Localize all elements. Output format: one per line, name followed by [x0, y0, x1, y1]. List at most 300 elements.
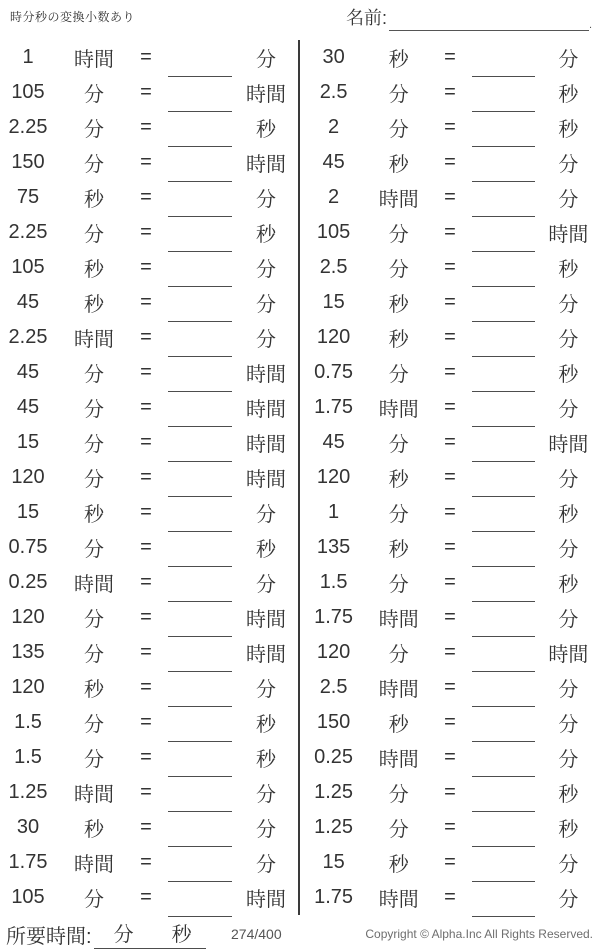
problem-value: 1.25 [8, 781, 48, 803]
elapsed-minutes-unit: 分 [113, 924, 134, 946]
problem-value: 150 [11, 151, 45, 173]
problems-column-left [0, 40, 298, 915]
problem-value: 2 [328, 116, 340, 138]
answer-blank[interactable] [168, 707, 232, 742]
problem-row [0, 740, 298, 775]
equals-sign: = [444, 816, 456, 838]
answer-blank[interactable] [472, 672, 535, 707]
problem-source-unit: 時間 [74, 329, 114, 351]
problem-source-unit: 分 [84, 119, 104, 141]
problem-target-unit: 秒 [558, 574, 579, 596]
problem-source-unit: 秒 [388, 294, 409, 316]
problem-row [0, 110, 298, 145]
problem-target-unit: 秒 [558, 504, 579, 526]
equals-sign: = [444, 641, 456, 663]
problem-target-unit: 分 [256, 854, 276, 876]
answer-blank[interactable] [168, 217, 232, 252]
answer-blank[interactable] [168, 427, 232, 462]
problem-row [0, 880, 298, 915]
problem-target-unit: 秒 [558, 784, 579, 806]
answer-blank[interactable] [472, 427, 535, 462]
answer-blank[interactable] [472, 812, 535, 847]
problem-target-unit: 時間 [246, 399, 286, 421]
answer-blank[interactable] [168, 147, 232, 182]
problem-source-unit: 分 [84, 154, 104, 176]
problem-value: 105 [11, 886, 45, 908]
problem-row [306, 775, 598, 810]
equals-sign: = [140, 606, 152, 628]
equals-sign: = [140, 396, 152, 418]
problem-source-unit: 分 [84, 399, 104, 421]
problem-target-unit: 秒 [558, 259, 579, 281]
equals-sign: = [140, 291, 152, 313]
problem-row [0, 250, 298, 285]
problem-target-unit: 分 [558, 749, 579, 771]
problem-target-unit: 分 [256, 819, 276, 841]
problem-row [306, 635, 598, 670]
problem-row [0, 285, 298, 320]
equals-sign: = [140, 221, 152, 243]
problem-source-unit: 分 [388, 364, 409, 386]
page-title: 時分秒の変換小数あり [10, 10, 136, 24]
problem-value: 15 [322, 291, 345, 313]
problem-value: 2.5 [319, 256, 348, 278]
answer-blank[interactable] [168, 742, 232, 777]
answer-blank[interactable] [472, 847, 535, 882]
problem-value: 1.75 [314, 886, 354, 908]
progress-counter: 274/400 [231, 926, 282, 942]
problem-row [0, 810, 298, 845]
problem-target-unit: 秒 [256, 714, 276, 736]
problem-target-unit: 分 [256, 49, 276, 71]
answer-blank[interactable] [472, 182, 535, 217]
answer-blank[interactable] [168, 847, 232, 882]
answer-blank[interactable] [472, 742, 535, 777]
equals-sign: = [140, 536, 152, 558]
problem-source-unit: 分 [388, 574, 409, 596]
equals-sign: = [140, 676, 152, 698]
problem-source-unit: 分 [388, 644, 409, 666]
answer-blank[interactable] [472, 882, 535, 917]
equals-sign: = [444, 606, 456, 628]
problem-source-unit: 秒 [388, 854, 409, 876]
problem-row [0, 565, 298, 600]
elapsed-time-blanks[interactable] [94, 918, 206, 949]
problem-source-unit: 秒 [388, 539, 409, 561]
answer-blank[interactable] [168, 882, 232, 917]
answer-blank[interactable] [472, 532, 535, 567]
problem-source-unit: 分 [388, 224, 409, 246]
equals-sign: = [140, 466, 152, 488]
equals-sign: = [140, 151, 152, 173]
equals-sign: = [444, 81, 456, 103]
equals-sign: = [140, 431, 152, 453]
equals-sign: = [444, 256, 456, 278]
problem-value: 45 [16, 396, 40, 418]
problem-value: 75 [16, 186, 40, 208]
problem-value: 1.5 [14, 711, 42, 733]
problem-source-unit: 分 [388, 504, 409, 526]
problem-source-unit: 秒 [84, 679, 104, 701]
answer-blank[interactable] [472, 777, 535, 812]
problem-target-unit: 分 [558, 609, 579, 631]
equals-sign: = [444, 711, 456, 733]
name-input-line[interactable] [389, 9, 589, 31]
problem-value: 2.25 [8, 116, 48, 138]
equals-sign: = [444, 326, 456, 348]
answer-blank[interactable] [472, 637, 535, 672]
problem-value: 0.25 [8, 571, 48, 593]
problem-value: 1.75 [8, 851, 48, 873]
problem-target-unit: 秒 [558, 819, 579, 841]
problem-target-unit: 時間 [246, 469, 286, 491]
equals-sign: = [444, 886, 456, 908]
answer-blank[interactable] [168, 602, 232, 637]
problem-target-unit: 分 [558, 399, 579, 421]
problem-row [0, 530, 298, 565]
problem-source-unit: 時間 [378, 399, 419, 421]
problem-value: 150 [316, 711, 351, 733]
problem-source-unit: 秒 [388, 329, 409, 351]
problem-target-unit: 秒 [256, 224, 276, 246]
problem-row [0, 75, 298, 110]
equals-sign: = [444, 221, 456, 243]
answer-blank[interactable] [472, 707, 535, 742]
problem-row [306, 530, 598, 565]
equals-sign: = [140, 851, 152, 873]
problem-value: 15 [322, 851, 345, 873]
answer-blank[interactable] [168, 812, 232, 847]
problem-value: 120 [316, 641, 351, 663]
answer-blank[interactable] [168, 497, 232, 532]
answer-blank[interactable] [472, 462, 535, 497]
problem-source-unit: 秒 [84, 189, 104, 211]
problem-value: 135 [316, 536, 351, 558]
answer-blank[interactable] [472, 77, 535, 112]
equals-sign: = [444, 676, 456, 698]
problem-target-unit: 分 [558, 154, 579, 176]
problem-row [306, 600, 598, 635]
problem-value: 120 [316, 466, 351, 488]
problem-value: 105 [11, 256, 45, 278]
problem-target-unit: 分 [256, 784, 276, 806]
problems-column-right [300, 40, 598, 915]
copyright-notice: Copyright © Alpha.Inc All Rights Reserved. [365, 927, 593, 941]
problem-source-unit: 分 [84, 539, 104, 561]
problem-row [0, 40, 298, 75]
problem-row [306, 425, 598, 460]
problem-row [306, 460, 598, 495]
problem-row [306, 705, 598, 740]
problem-row [0, 705, 298, 740]
problem-source-unit: 分 [84, 84, 104, 106]
name-label: 名前: [346, 8, 388, 28]
equals-sign: = [140, 781, 152, 803]
answer-blank[interactable] [472, 497, 535, 532]
problem-target-unit: 秒 [256, 119, 276, 141]
equals-sign: = [140, 46, 152, 68]
answer-blank[interactable] [472, 252, 535, 287]
problem-row [0, 390, 298, 425]
problem-target-unit: 分 [558, 469, 579, 491]
problem-source-unit: 時間 [378, 189, 419, 211]
problem-row [306, 145, 598, 180]
problem-target-unit: 秒 [256, 539, 276, 561]
problem-row [306, 565, 598, 600]
problem-source-unit: 秒 [388, 469, 409, 491]
problem-value: 2.5 [319, 81, 348, 103]
answer-blank[interactable] [472, 147, 535, 182]
equals-sign: = [444, 431, 456, 453]
problem-source-unit: 分 [84, 609, 104, 631]
answer-blank[interactable] [168, 112, 232, 147]
problem-row [0, 775, 298, 810]
problem-target-unit: 分 [558, 854, 579, 876]
problem-source-unit: 分 [84, 434, 104, 456]
equals-sign: = [444, 501, 456, 523]
problem-source-unit: 秒 [388, 49, 409, 71]
answer-blank[interactable] [168, 357, 232, 392]
answer-blank[interactable] [472, 217, 535, 252]
problem-row [306, 215, 598, 250]
problem-source-unit: 分 [388, 819, 409, 841]
equals-sign: = [444, 781, 456, 803]
problem-row [0, 425, 298, 460]
problem-value: 1.75 [314, 396, 354, 418]
equals-sign: = [140, 501, 152, 523]
problem-target-unit: 秒 [558, 119, 579, 141]
elapsed-seconds-unit: 秒 [171, 924, 192, 946]
problem-value: 1 [22, 46, 34, 68]
problem-row [306, 880, 598, 915]
equals-sign: = [444, 186, 456, 208]
problem-target-unit: 秒 [558, 364, 579, 386]
problem-target-unit: 分 [558, 329, 579, 351]
problem-source-unit: 秒 [84, 294, 104, 316]
answer-blank[interactable] [472, 392, 535, 427]
problem-value: 15 [16, 501, 40, 523]
problem-value: 45 [16, 361, 40, 383]
problem-source-unit: 分 [388, 784, 409, 806]
equals-sign: = [444, 396, 456, 418]
problem-source-unit: 時間 [74, 49, 114, 71]
problem-row [0, 600, 298, 635]
problem-source-unit: 分 [388, 119, 409, 141]
problem-target-unit: 分 [558, 189, 579, 211]
equals-sign: = [444, 536, 456, 558]
problem-value: 105 [11, 81, 45, 103]
problem-value: 1.5 [319, 571, 348, 593]
answer-blank[interactable] [472, 357, 535, 392]
problem-source-unit: 分 [388, 259, 409, 281]
problem-target-unit: 時間 [548, 434, 589, 456]
problem-row [306, 845, 598, 880]
problem-row [0, 495, 298, 530]
problem-row [306, 390, 598, 425]
equals-sign: = [444, 851, 456, 873]
problem-row [0, 460, 298, 495]
answer-blank[interactable] [472, 567, 535, 602]
answer-blank[interactable] [472, 322, 535, 357]
equals-sign: = [444, 746, 456, 768]
problem-target-unit: 分 [256, 504, 276, 526]
problem-source-unit: 分 [84, 469, 104, 491]
problem-row [306, 355, 598, 390]
name-field [346, 4, 592, 31]
problem-row [0, 145, 298, 180]
problem-row [306, 740, 598, 775]
problem-row [306, 670, 598, 705]
problem-target-unit: 分 [256, 259, 276, 281]
problem-target-unit: 時間 [246, 154, 286, 176]
answer-blank[interactable] [168, 637, 232, 672]
answer-blank[interactable] [168, 462, 232, 497]
problem-source-unit: 秒 [84, 504, 104, 526]
answer-blank[interactable] [472, 112, 535, 147]
problem-value: 2.25 [8, 221, 48, 243]
problem-value: 45 [16, 291, 40, 313]
equals-sign: = [444, 361, 456, 383]
answer-blank[interactable] [472, 287, 535, 322]
equals-sign: = [140, 816, 152, 838]
equals-sign: = [444, 291, 456, 313]
problem-source-unit: 分 [84, 889, 104, 911]
problem-target-unit: 時間 [246, 609, 286, 631]
problem-target-unit: 時間 [246, 434, 286, 456]
problem-row [306, 110, 598, 145]
problem-value: 0.75 [8, 536, 48, 558]
problem-value: 1 [328, 501, 340, 523]
problem-row [306, 75, 598, 110]
answer-blank[interactable] [168, 777, 232, 812]
problem-row [306, 495, 598, 530]
elapsed-time-label: 所要時間: [6, 926, 92, 948]
problem-row [306, 320, 598, 355]
problem-source-unit: 時間 [378, 749, 419, 771]
problem-value: 30 [16, 816, 40, 838]
equals-sign: = [444, 571, 456, 593]
equals-sign: = [140, 641, 152, 663]
problem-target-unit: 分 [256, 329, 276, 351]
equals-sign: = [140, 361, 152, 383]
problem-row [0, 635, 298, 670]
equals-sign: = [444, 116, 456, 138]
problem-row [306, 180, 598, 215]
answer-blank[interactable] [472, 602, 535, 637]
equals-sign: = [140, 256, 152, 278]
problem-value: 30 [322, 46, 345, 68]
answer-blank[interactable] [168, 252, 232, 287]
elapsed-time-field [6, 918, 206, 949]
problem-target-unit: 分 [558, 679, 579, 701]
equals-sign: = [140, 746, 152, 768]
problem-source-unit: 分 [84, 749, 104, 771]
problem-value: 45 [322, 431, 345, 453]
problem-source-unit: 時間 [74, 854, 114, 876]
problem-row [0, 845, 298, 880]
problem-value: 0.75 [314, 361, 354, 383]
problem-source-unit: 秒 [84, 819, 104, 841]
problem-value: 120 [11, 606, 45, 628]
problem-value: 0.25 [314, 746, 354, 768]
equals-sign: = [140, 571, 152, 593]
problem-source-unit: 時間 [74, 784, 114, 806]
problem-row [306, 250, 598, 285]
answer-blank[interactable] [168, 182, 232, 217]
problem-row [0, 355, 298, 390]
problem-target-unit: 分 [558, 889, 579, 911]
problem-value: 2 [328, 186, 340, 208]
problem-value: 120 [316, 326, 351, 348]
problem-target-unit: 分 [256, 294, 276, 316]
answer-blank[interactable] [168, 672, 232, 707]
problem-row [0, 320, 298, 355]
problem-source-unit: 分 [388, 84, 409, 106]
problem-row [306, 810, 598, 845]
equals-sign: = [140, 886, 152, 908]
problem-value: 15 [16, 431, 40, 453]
problem-row [0, 670, 298, 705]
answer-blank[interactable] [168, 532, 232, 567]
answer-blank[interactable] [168, 567, 232, 602]
answer-blank[interactable] [472, 42, 535, 77]
answer-blank[interactable] [168, 322, 232, 357]
problem-target-unit: 時間 [246, 84, 286, 106]
problem-target-unit: 時間 [246, 889, 286, 911]
problem-target-unit: 分 [256, 189, 276, 211]
equals-sign: = [140, 711, 152, 733]
equals-sign: = [140, 81, 152, 103]
problem-target-unit: 分 [256, 679, 276, 701]
problem-value: 120 [11, 466, 45, 488]
problems-area [0, 40, 600, 915]
problem-source-unit: 秒 [388, 154, 409, 176]
problem-target-unit: 秒 [256, 749, 276, 771]
problem-target-unit: 時間 [246, 644, 286, 666]
problem-source-unit: 分 [84, 364, 104, 386]
problem-source-unit: 分 [84, 644, 104, 666]
answer-blank[interactable] [168, 392, 232, 427]
answer-blank[interactable] [168, 77, 232, 112]
problem-source-unit: 秒 [84, 259, 104, 281]
problem-target-unit: 分 [558, 714, 579, 736]
problem-target-unit: 時間 [548, 644, 589, 666]
problem-value: 1.25 [314, 816, 354, 838]
problem-value: 45 [322, 151, 345, 173]
problem-row [306, 40, 598, 75]
equals-sign: = [140, 186, 152, 208]
footer [0, 916, 600, 952]
problem-target-unit: 分 [558, 539, 579, 561]
problem-target-unit: 分 [558, 49, 579, 71]
problem-target-unit: 時間 [246, 364, 286, 386]
problem-value: 120 [11, 676, 45, 698]
problem-source-unit: 時間 [378, 609, 419, 631]
equals-sign: = [444, 46, 456, 68]
answer-blank[interactable] [168, 42, 232, 77]
answer-blank[interactable] [168, 287, 232, 322]
problem-source-unit: 時間 [378, 679, 419, 701]
problem-value: 2.25 [8, 326, 48, 348]
problem-target-unit: 秒 [558, 84, 579, 106]
equals-sign: = [140, 116, 152, 138]
problem-value: 135 [11, 641, 45, 663]
equals-sign: = [444, 466, 456, 488]
problem-source-unit: 分 [84, 224, 104, 246]
problem-target-unit: 分 [256, 574, 276, 596]
equals-sign: = [444, 151, 456, 173]
problem-row [0, 215, 298, 250]
